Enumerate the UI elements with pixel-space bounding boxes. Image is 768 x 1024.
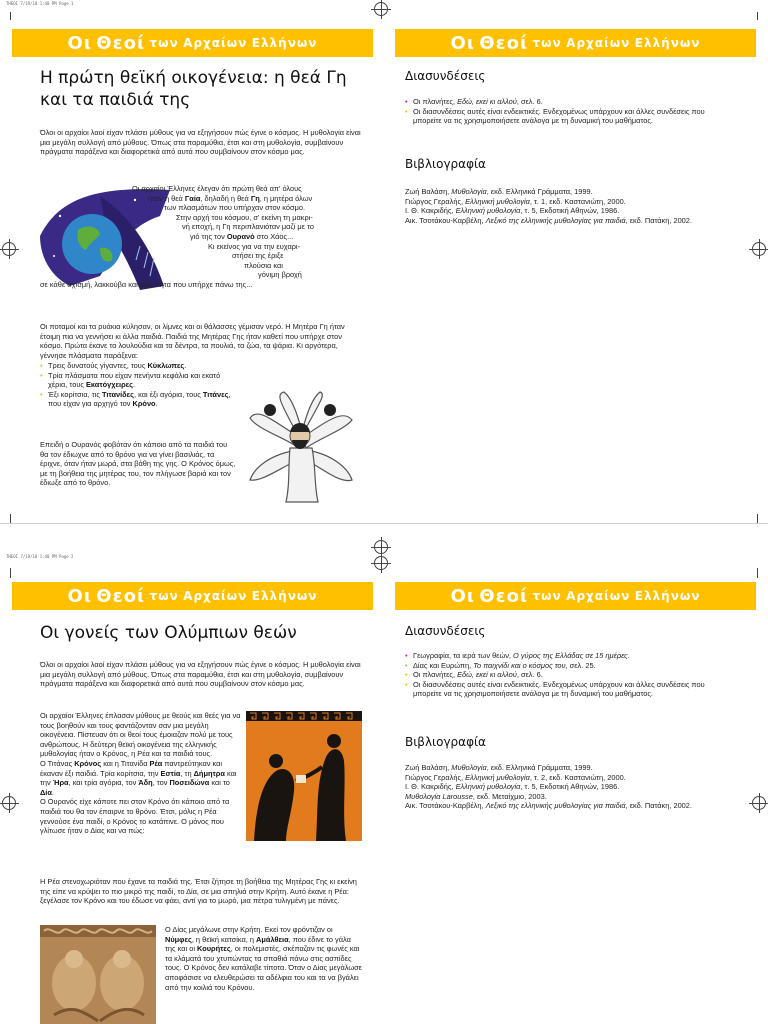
banner-word: Ελλήνων [634, 589, 701, 603]
text-run: και η Τιτανίδα [101, 758, 150, 768]
registration-mark-middle [374, 540, 388, 554]
text-run: Γιώργος Γεραλής, [405, 196, 466, 206]
text-run: Ζωή Βαλάση, [405, 763, 452, 772]
text-run: . [184, 361, 187, 370]
bibliography-entry [405, 792, 725, 802]
banner-word: Θεοί [479, 32, 528, 54]
text-block [40, 759, 244, 797]
bibliography-entry [405, 216, 725, 226]
page-title-line: και τα παιδιά της [40, 90, 191, 110]
name-dimitra: Δήμητρα [193, 768, 225, 778]
page-title-line: Η πρώτη θεϊκή οικογένεια: η θεά Γη [40, 68, 347, 88]
text-block: Ο Ουρανός είχε κάποτε πει στον Κρόνο ότι κάποιο από τα παιδιά του θα τον έπαιρνε το θρόνο. Έτσι, μόλις η Ρέα γεννούσε ένα παιδί, ο Κρόνος το κατάπινε. Ο μόνος που γλίτωσε ήταν ο Δίας και να πώς: [40, 797, 230, 836]
connections-heading-bottom: Διασυνδέσεις [405, 624, 486, 638]
list-item [405, 661, 725, 671]
kronos-paragraph: Επειδή ο Ουρανός φοβόταν ότι κάποιο από τα παιδιά του θα τον έδιωχνε από το θρόνο για να γίνει βασιλιάς, τα έριχνε, όταν ήταν μωρά, στα βάθη της γης. Ο Κρόνος όμως, με τη βοήθεια της μητέρας του, τον πλήγωσε βαριά και τον έδιωξε από το θρόνο. [40, 440, 236, 488]
text-run: , τη [180, 768, 194, 778]
text-run: στο Χάος... [254, 231, 294, 241]
gaia-line: Οι αρχαίοι Έλληνες έλεγαν ότι πρώτη θεά απ' όλους [132, 184, 302, 193]
banner-word: των [532, 589, 562, 603]
bibliography-entry [405, 763, 725, 773]
list-item: • Οι διασυνδέσεις αυτές είναι ενδεικτικές. Ενδεχομένως υπάρχουν και άλλες συνδέσεις που μπορείτε να τις χρησιμοποιήσετε ανάλογα με τη δυναμική του μαθήματος. [405, 107, 725, 126]
text-run: , τον [152, 778, 170, 788]
name-kourites: Κουρήτες [197, 944, 231, 954]
name-dias: Δία [40, 787, 52, 797]
name-adis: Άδη [138, 778, 153, 788]
text-run: Αικ. Τσοτάκου-Καρβέλη, [405, 215, 486, 225]
text-run: Ο Δίας μεγάλωνε στην Κρήτη. Εκεί τον φρόντιζαν οι [165, 925, 333, 934]
name-ira: Ήρα [52, 778, 69, 788]
crop-mark [10, 568, 11, 578]
list-item [40, 371, 240, 390]
text-run: . [155, 399, 158, 409]
text-run: Έξι κορίτσια, τις [48, 389, 102, 399]
text-run: , εκδ. Πατάκη, 2002. [625, 801, 692, 811]
name-poseidon: Ποσειδώνα [169, 778, 210, 788]
list-item [405, 651, 725, 661]
name-titanes: Τιτάνες [202, 389, 229, 399]
text-run: , που είχαν για αρχηγό τον [48, 389, 231, 409]
text-run: Ζωή Βαλάση, [405, 187, 452, 196]
text-run: , σελ. 6. [516, 670, 543, 680]
crop-mark [757, 568, 758, 578]
text-run: ήταν η θεά [148, 193, 185, 203]
gaia-line: στήσει της έριξε [232, 251, 284, 261]
banner-word: Ελλήνων [251, 36, 318, 50]
book-title: Λεξικό της ελληνικής μυθολογίας για παιδιά [485, 215, 626, 225]
creation-paragraph: Οι ποταμοί και τα ρυάκια κύλησαν, οι λίμνες και οι θάλασσες γέμισαν νερό. Η Μητέρα Γη ήταν έτοιμη πια να γεννήσει κι άλλα παιδιά. Παιδιά της Μητέρας Γης ήταν καθετί που υπήρχε στον κόσμο. Πρώτα έκανε τα λουλούδια και τα δέντρα, τα πουλιά, τα ζώα, τα ψάρια. Κι αργότερα, γέννησε πλάσματα παράξενα: [40, 322, 345, 360]
text-run: και την [40, 768, 237, 788]
banner-word: Οι [450, 585, 475, 607]
text-run: , η μητέρα όλων [259, 193, 313, 203]
book-title: Εδώ, εκεί κι αλλού [457, 97, 517, 106]
text-run: , σελ. 6. [516, 97, 543, 106]
banner-word: Αρχαίων [566, 589, 631, 603]
text-run: , εκδ. Μεταίχμιο, 2003. [472, 791, 547, 801]
book-title: Ελληνική μυθολογία [455, 782, 521, 792]
text-run: . [51, 787, 54, 797]
extra-head [324, 404, 336, 416]
list-item: • Οι διασυνδέσεις αυτές είναι ενδεικτικές. Ενδεχομένως υπάρχουν και άλλες συνδέσεις που μπορείτε να τις χρησιμοποιήσετε ανάλογα με τη δυναμική του μαθήματος. [405, 680, 725, 699]
banner-word: των [149, 589, 179, 603]
registration-mark-middle [374, 556, 388, 570]
figure-head [269, 754, 283, 768]
text-run: και το [209, 778, 230, 788]
extra-head [264, 404, 276, 416]
text-run: Τρία πλάσματα που είχαν πενήντα κεφάλια και εκατό χέρια, τους [48, 370, 221, 390]
bibliography-heading-bottom: Βιβλιογραφία [405, 735, 486, 749]
name-estia: Εστία [160, 768, 181, 778]
text-run: Αικ. Τσοτάκου-Καρβέλη, [405, 801, 486, 811]
page-divider [0, 523, 768, 524]
bibliography-entry [405, 187, 725, 197]
text-run: , και τρία αγόρια, τον [68, 778, 139, 788]
name-rea: Ρέα [149, 758, 163, 768]
bibliography-entry [405, 801, 725, 811]
registration-mark-top [374, 2, 388, 16]
gaia-line: των πλασμάτων που υπήρχαν στον κόσμο. [164, 203, 306, 213]
banner-word: Οι [450, 32, 475, 54]
title-banner-right [395, 29, 756, 57]
book-title: Το παιχνίδι και ο κόσμος του [473, 660, 566, 670]
list-item [40, 390, 240, 409]
banner-word: Οι [67, 585, 92, 607]
bibliography-entry [405, 773, 725, 783]
wrapped-stone [296, 775, 306, 783]
text-run: γιό της τον [190, 231, 227, 241]
banner-word: των [532, 36, 562, 50]
book-title: Μυθολογία [451, 763, 487, 772]
text-run: παντρεύτηκαν και έκαναν έξι παιδιά. Τρία κορίτσια, την [40, 758, 223, 778]
text-run: Δίας και Ευρώπη, [413, 660, 474, 670]
intro-paragraph-top: Όλοι οι αρχαίοι λαοί είχαν πλάσει μύθους για να εξηγήσουν πώς έγινε ο κόσμος. Η μυθολογία είναι μια μεγάλη συλλογή από μύθους. Όπως στα παραμύθια, έτσι και στη μυθολογία, συμβαίνουν πράγματα παράξενα και διαφορετικά από αυτά που συμβαίνουν στον κόσμο μας. [40, 128, 361, 157]
intro-paragraph-bottom: Όλοι οι αρχαίοι λαοί είχαν πλάσει μύθους για να εξηγήσουν πώς έγινε ο κόσμος. Η μυθολογία είναι μια μεγάλη συλλογή από μύθους. Όπως στα παραμύθια, έτσι και στη μυθολογία, συμβαίνουν πράγματα παράξενα και διαφορετικά από αυτά που συμβαίνουν στον κόσμο μας. [40, 660, 361, 689]
page-title-top [40, 67, 370, 111]
body-shape [286, 448, 318, 502]
banner-word: Αρχαίων [183, 36, 248, 50]
print-slug-top: THEOI 7/19/10 1:40 PM Page 1 [6, 1, 74, 6]
registration-mark-side [752, 242, 766, 256]
text-run: , εκδ. Πατάκη, 2002. [625, 215, 692, 225]
hundred-handed-giant-illustration [240, 388, 362, 506]
name-kronos: Κρόνος [74, 758, 102, 768]
text-run: Οι πλανήτες, [413, 97, 458, 106]
banner-word: Αρχαίων [183, 589, 248, 603]
banner-word: Αρχαίων [566, 36, 631, 50]
title-banner-right [395, 582, 756, 610]
gaia-line: σε κάθε σχισμή, λακκούβα και κοιλότητα που υπήρχε πάνω της... [40, 279, 253, 289]
bibliography-entry [405, 197, 725, 207]
book-title: Μυθολογία [451, 187, 487, 196]
text-run: Ι. Θ. Κακριδής, [405, 782, 456, 792]
text-run: , που έδινε το γάλα της και οι [165, 934, 351, 954]
gaia-line [40, 232, 362, 242]
text-run: , τ. 5, Εκδοτική Αθηνών, 1986. [520, 206, 620, 216]
gaia-line: γόνιμη βροχή [258, 270, 302, 280]
book-title: Ελληνική μυθολογία [465, 772, 530, 782]
relief-head [113, 950, 131, 968]
text-run: Γεωγραφία, τα ιερά των θεών, [413, 651, 514, 660]
text-run: , η θεϊκή κατσίκα, η [191, 934, 257, 944]
page-title-bottom: Οι γονείς των Ολύμπιων θεών [40, 623, 297, 643]
title-banner-left [12, 29, 373, 57]
name-nymfes: Νύμφες [165, 934, 192, 944]
book-title: Λεξικό της ελληνικής μυθολογίας για παιδιά [485, 801, 626, 811]
text-run: Οι πλανήτες, [413, 670, 458, 680]
gaia-line: Κι εκείνος για να την ευχαρι- [208, 241, 301, 251]
banner-word: Ελλήνων [634, 36, 701, 50]
connections-list-top [405, 97, 725, 126]
banner-word: Ελλήνων [251, 589, 318, 603]
text-run: Τρεις δυνατούς γίγαντες, τους [48, 361, 148, 370]
gaia-line: νή εποχή, η Γη περιπλανιόταν μαζί με το [182, 222, 314, 232]
text-run: , τ. 2, εκδ. Καστανιώτη, 2000. [529, 772, 626, 782]
print-slug-bottom: THEOI 7/19/10 1:40 PM Page 2 [6, 554, 74, 559]
banner-word: Θεοί [96, 585, 145, 607]
name-kronos: Κρόνο [132, 399, 156, 409]
book-title: Εδώ, εκεί κι αλλού [457, 670, 517, 680]
registration-mark-side [2, 796, 16, 810]
rea-paragraph: Η Ρέα στενοχωριόταν που έχανε τα παιδιά της. Έτσι ζήτησε τη βοήθεια της Μητέρας Γης κι εκείνη της είπε να κρύψει το πιο μικρό της παιδί, το Δία, σε μια σπηλιά στην Κρήτη. Αυτό έκανε η Ρέα: ξεγέλασε τον Κρόνο και του έδωσε να φάει, αντί για το μωρό, μια πέτρα τυλιγμένη με πάνες. [40, 877, 357, 906]
book-title: Ελληνική μυθολογία [465, 196, 530, 206]
text-run: Γιώργος Γεραλής, [405, 772, 466, 782]
title-banner-left [12, 582, 373, 610]
text-run: , εκδ. Ελληνικά Γράμματα, 1999. [486, 763, 593, 772]
zeus-crete-paragraph [165, 925, 362, 992]
crop-mark [757, 12, 758, 20]
vase-painting-illustration [246, 711, 362, 841]
text-block: Οι αρχαίοι Έλληνες έπλασαν μύθους με θεούς και θεές για να τους βοηθούν και τους φαντάζονταν σαν μια μεγάλη οικογένεια. Πίστευαν ότι οι θεοί τους έμοιαζαν πολύ με τους ανθρώπους. Η δεύτερη θεϊκή οικογένεια της ελληνικής μυθολογίας ήταν ο Κρόνος, η Ρέα και τα παιδιά τους. [40, 711, 241, 759]
banner-word: Οι [67, 32, 92, 54]
bibliography-heading-top: Βιβλιογραφία [405, 157, 486, 171]
text-run: , σελ. 25. [565, 660, 596, 670]
connections-heading-top: Διασυνδέσεις [405, 69, 486, 83]
gaia-line [40, 194, 362, 204]
name-ouranos: Ουρανό [226, 231, 255, 241]
registration-mark-side [752, 796, 766, 810]
book-title: Μυθολογία Larousse [405, 791, 473, 801]
text-run: , οι πολεμιστές, σκέπαζαν τις φωνές και τα κλάματά του χτυπώντας τα σπαθιά πάνω στις ασπίδες τους. Ο Κρόνος δεν κατάλαβε τίποτα. Όταν ο Δίας μεγάλωσε αποφάσισε να ελευθερώσει τα αδέλφια του και τα να βγάλει από την κοιλιά του Κρόνου. [165, 944, 362, 992]
text-run: . [133, 380, 136, 390]
gaia-line: πλούσια και [244, 260, 283, 270]
bibliography-list-bottom [405, 763, 725, 811]
list-item [405, 97, 725, 107]
book-title: Ο γύρος της Ελλάδας σε 15 ημέρες [513, 651, 628, 660]
list-item [40, 361, 240, 371]
gaia-story-text [40, 184, 362, 290]
list-item [405, 670, 725, 680]
book-title: Ελληνική μυθολογία [455, 206, 521, 216]
text-run: , τ. 1, εκδ. Καστανιώτη, 2000. [529, 196, 626, 206]
text-run: , δηλαδή η θεά [200, 193, 251, 203]
text-run: Ι. Θ. Κακριδής, [405, 206, 456, 216]
bibliography-entry [405, 782, 725, 792]
figure-head [327, 734, 341, 748]
banner-word: Θεοί [479, 585, 528, 607]
text-run: , τ. 5, Εκδοτική Αθηνών, 1986. [520, 782, 620, 792]
creatures-list [40, 361, 240, 409]
name-kyklopes: Κύκλωπες [147, 361, 185, 370]
banner-word: των [149, 36, 179, 50]
text-run: . [627, 651, 630, 660]
gaia-line: Στην αρχή του κόσμου, σ' εκείνη τη μακρι- [176, 212, 313, 222]
name-amaltheia: Αμάλθεια [256, 934, 289, 944]
name-titanides: Τιτανίδες [101, 389, 135, 399]
relief-head [65, 950, 83, 968]
name-ekatogxeires: Εκατόγχειρες [85, 380, 133, 390]
banner-word: Θεοί [96, 32, 145, 54]
olympians-column-text [40, 711, 244, 836]
text-run: Ο Τιτάνας [40, 758, 75, 768]
bibliography-list-top [405, 187, 725, 225]
text-run: , εκδ. Ελληνικά Γράμματα, 1999. [486, 187, 593, 196]
text-run: , και έξι αγόρια, τους [134, 389, 203, 399]
connections-list-bottom [405, 651, 725, 699]
relief-sculpture-illustration [40, 925, 156, 1024]
name-gaia: Γαία [184, 193, 201, 203]
registration-mark-side [2, 242, 16, 256]
crop-mark [10, 12, 11, 20]
bibliography-entry [405, 206, 725, 216]
name-gi: Γη [250, 193, 260, 203]
